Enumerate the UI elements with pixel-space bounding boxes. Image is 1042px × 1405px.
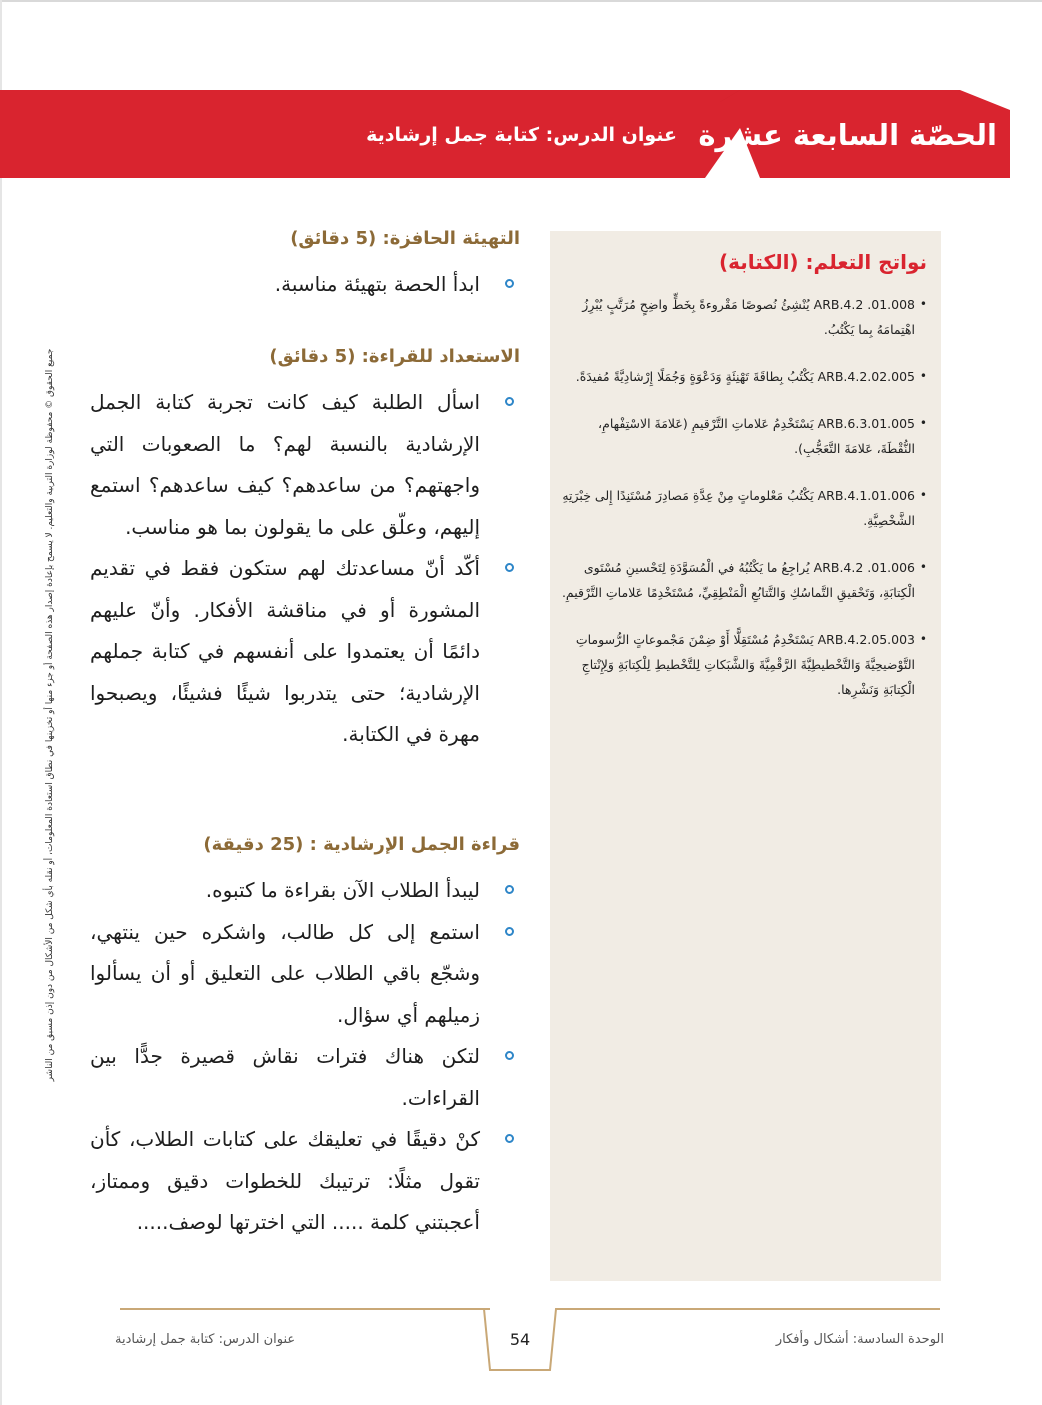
- bullet-circle-icon: [505, 885, 514, 894]
- list-item-text: لتكن هناك فترات نقاش قصيرة جدًّا بين القراءات.: [90, 1044, 480, 1110]
- lesson-number: الحصّة السابعة عشرة: [698, 118, 997, 152]
- outcome-item: • ARB.6.3.01.005 يَسْتَخْدِمُ عَلاماتِ التَّرْقيمِ (عَلامَةَ الاسْتِفْهامِ، النُّقْطَةَ، عَلامَةَ التَّعَجُّبِ).: [560, 411, 923, 461]
- outcomes-list: [560, 292, 923, 724]
- bullet-list: [90, 382, 520, 756]
- section-heading: قراءة الجمل الإرشادية : (25 دقيقة): [203, 834, 520, 855]
- list-item-text: أكّد أنّ مساعدتك لهم ستكون فقط في تقديم المشورة أو في مناقشة الأفكار. وأنّ عليهم دائمًا أن يعتمدوا على أنفسهم في كتابة جملهم الإرشادية؛ حتى يتدربوا شيئًا فشيئًا، ويصبحوا مهرة في الكتابة.: [90, 556, 480, 746]
- bullet-circle-icon: [505, 397, 514, 406]
- outcome-item: • ARB.4.2.02.005 يَكْتُبُ بِطاقَةَ تَهْنِئَةٍ وَدَعْوَةٍ وَجُمَلًا إِرْشادِيَّةً مُفيدَةً.: [560, 364, 923, 389]
- list-item: [90, 548, 520, 756]
- page-number: 54: [509, 1330, 531, 1349]
- bullet-list: [90, 264, 520, 306]
- footer-rule-right: [570, 1308, 940, 1310]
- page-left-edge: [0, 0, 2, 1405]
- bullet-circle-icon: [505, 1051, 514, 1060]
- list-item-text: ابدأ الحصة بتهيئة مناسبة.: [274, 272, 480, 296]
- list-item: [90, 870, 520, 912]
- list-item: [90, 912, 520, 1037]
- list-item: [90, 1036, 520, 1119]
- section-reading-sentences: [90, 830, 520, 1244]
- footer-rule-left: [120, 1308, 490, 1310]
- section-warmup: [90, 224, 520, 306]
- footer-lesson-title: عنوان الدرس: كتابة جمل إرشادية: [115, 1332, 296, 1347]
- section-reading-prep: [90, 342, 520, 756]
- copyright-text: جميع الحقوق © محفوظة لوزارة التربية والتعليم. لا يسمح بإعادة إصدار هذه الصفحة أو جزء منها أو تخزينها في نطاق استعادة المعلومات، أو نقله بأي شكل من الأشكال من دون إذن مسبق من الناشر: [45, 348, 55, 1082]
- bullet-circle-icon: [505, 1134, 514, 1143]
- list-item-text: اسأل الطلبة كيف كانت تجربة كتابة الجمل الإرشادية بالنسبة لهم؟ ما الصعوبات التي واجهتهم؟ من ساعدهم؟ كيف ساعدهم؟ استمع إليهم، وعلّق على ما يقولون بما هو مناسب.: [90, 390, 480, 539]
- outcome-item: • ARB.4.2 .01.008 يُنْشِئُ نُصوصًا مَقْروءةً بِخَطٍّ واضِحٍ مُرَتَّبٍ يُبْرِزُ اهْتِمامَهُ بِما يَكْتُبُ.: [560, 292, 923, 342]
- bullet-circle-icon: [505, 927, 514, 936]
- bullet-circle-icon: [505, 279, 514, 288]
- list-item-text: ليبدأ الطلاب الآن بقراءة ما كتبوه.: [205, 878, 480, 902]
- outcome-item: • ARB.4.2 .01.006 يُراجِعُ ما يَكْتُبُهُ في الْمُسَوَّدَةِ لِتَحْسينِ مُسْتَوى الْكِتابَةِ، وَتَحْقيقِ التَّماسُكِ وَالتَّتابُعِ الْمَنْطِقِيِّ، مُسْتَخْدِمًا عَلاماتِ التَّرْقيمِ.: [560, 555, 923, 605]
- lesson-title: عنوان الدرس: كتابة جمل إرشادية: [366, 124, 677, 146]
- bullet-circle-icon: [505, 563, 514, 572]
- list-item: [90, 382, 520, 548]
- list-item-text: استمع إلى كل طالب، واشكره حين ينتهي، وشجّع باقي الطلاب على التعليق أو أن يسألوا زميلهم أي سؤال.: [90, 919, 480, 1027]
- outcome-item: • ARB.4.2.05.003 يَسْتَخْدِمُ مُسْتَقِلًّا أَوْ ضِمْنَ مَجْموعاتٍ الرُّسوماتِ التَّوْضيحِيَّةَ وَالتَّخْطيطِيَّةَ الرَّقْمِيَّةَ وَالشَّبَكاتِ لِلتَّخْطيطِ لِلْكِتابَةِ وَلِإِنْتاجِ الْكِتابَةِ وَنَشْرِها.: [560, 627, 923, 702]
- list-item: [90, 1119, 520, 1244]
- bullet-list: [90, 870, 520, 1244]
- section-heading: الاستعداد للقراءة: (5 دقائق): [269, 346, 520, 367]
- footer-unit-title: الوحدة السادسة: أشكال وأفكار: [775, 1332, 944, 1347]
- outcome-item: • ARB.4.1.01.006 يَكْتُبُ مَعْلوماتٍ مِنْ عِدَّةِ مَصادِرَ مُسْتَنِدًا إِلى خِبْرَتِهِ الشَّخْصِيَّةِ.: [560, 483, 923, 533]
- section-heading: التهيئة الحافزة: (5 دقائق): [290, 228, 520, 249]
- copyright-note: [40, 330, 60, 1100]
- list-item-text: كنْ دقيقًا في تعليقك على كتابات الطلاب، كأن تقول مثلًا: ترتيبك للخطوات دقيق وممتاز، أعجبتني كلمة ..... التي اخترتها لوصف.....: [90, 1127, 480, 1234]
- list-item: [90, 264, 520, 306]
- outcomes-heading: نواتج التعلم: (الكتابة): [718, 250, 927, 274]
- page-top-border: [0, 0, 1042, 2]
